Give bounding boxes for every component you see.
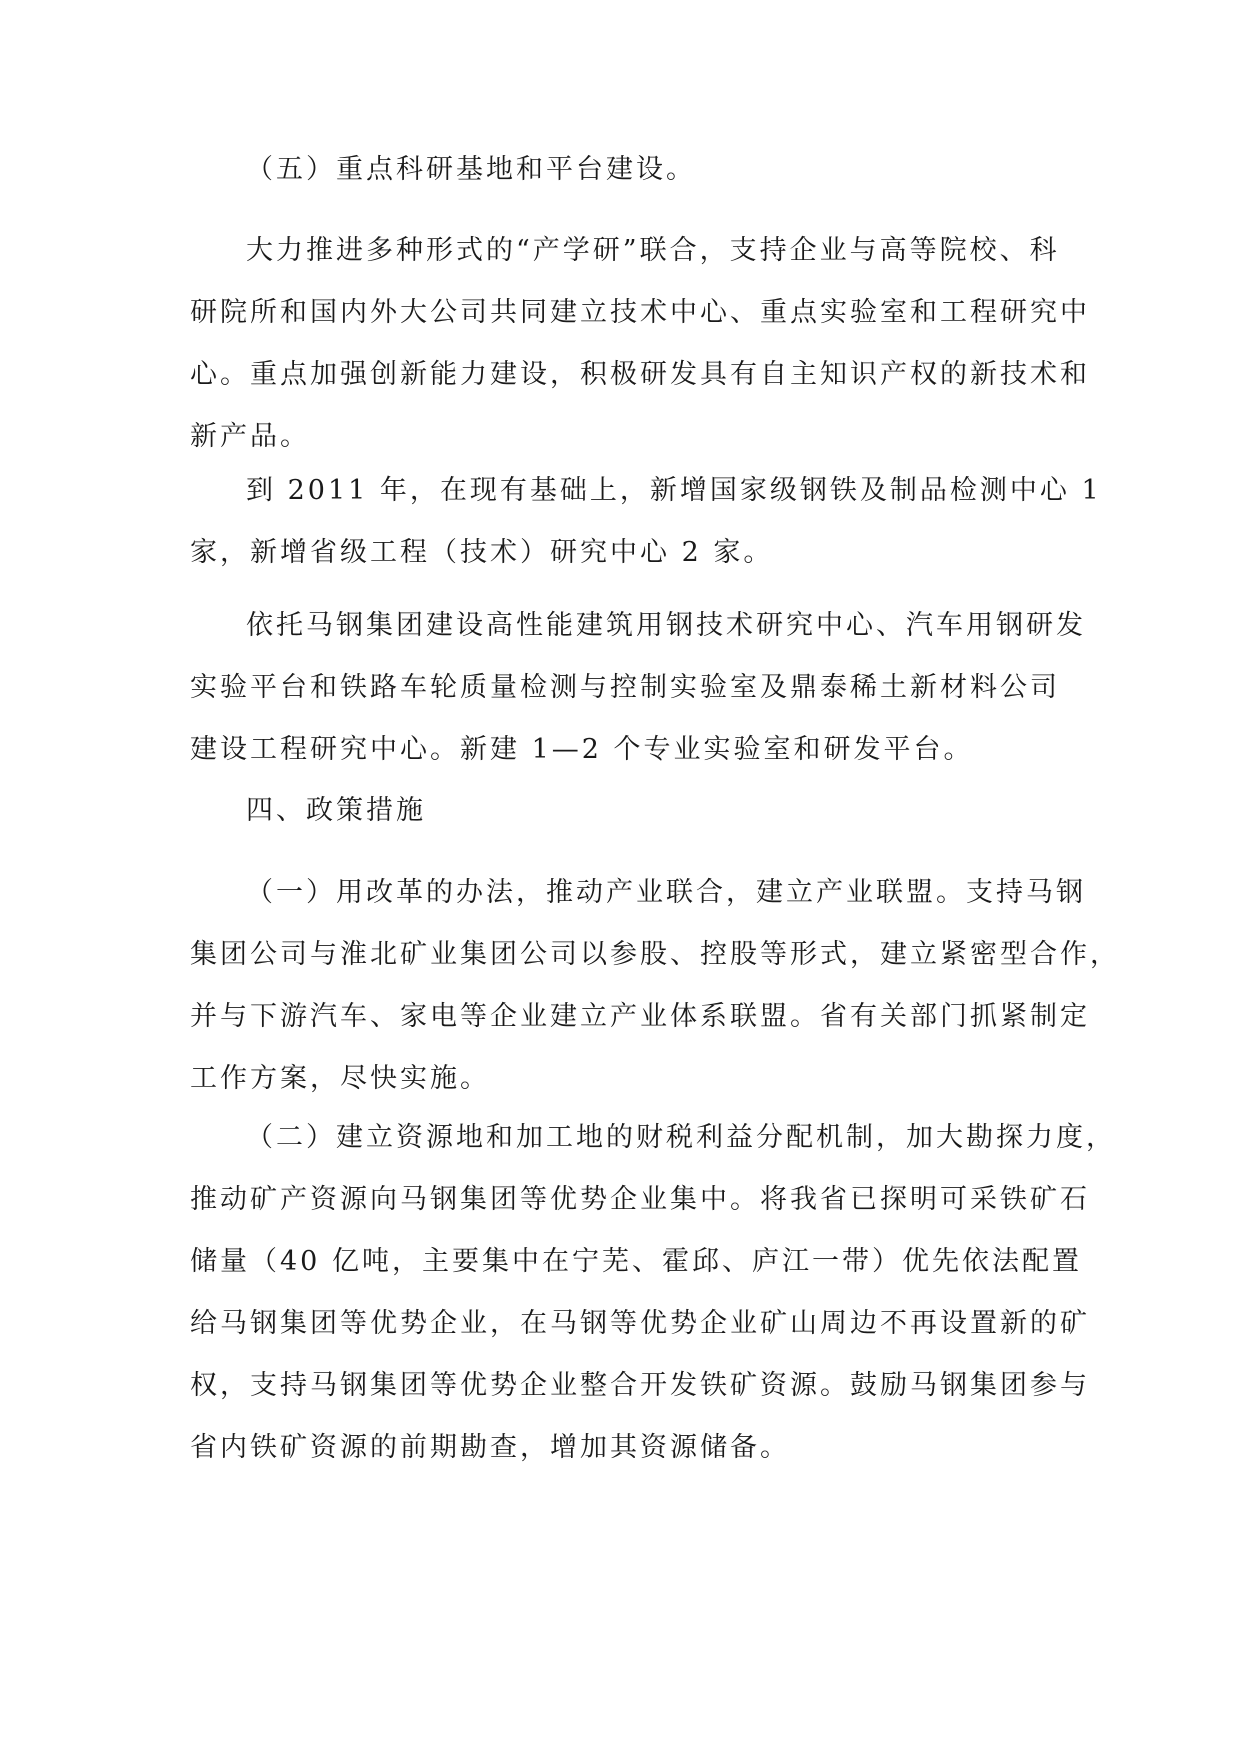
text-line: 研院所和国内外大公司共同建立技术中心、重点实验室和工程研究中	[190, 297, 1090, 328]
text-line: 省内铁矿资源的前期勘查，增加其资源储备。	[190, 1432, 790, 1463]
text-line: 依托马钢集团建设高性能建筑用钢技术研究中心、汽车用钢研发	[246, 610, 1086, 641]
paragraph-resource-allocation	[190, 1107, 1116, 1479]
text-line: （二）建立资源地和加工地的财税利益分配机制，加大勘探力度，	[246, 1122, 1116, 1153]
text-line: 并与下游汽车、家电等企业建立产业体系联盟。省有关部门抓紧制定	[190, 1001, 1090, 1032]
text-line: （一）用改革的办法，推动产业联合，建立产业联盟。支持马钢	[246, 877, 1086, 908]
text-line: 建设工程研究中心。新建 1—2 个专业实验室和研发平台。	[190, 734, 974, 765]
heading-text: （五）重点科研基地和平台建设。	[246, 154, 696, 185]
text-line: 权，支持马钢集团等优势企业整合开发铁矿资源。鼓励马钢集团参与	[190, 1370, 1090, 1401]
heading-key-research-bases	[190, 139, 1056, 201]
section-heading-text: 四、政策措施	[246, 795, 426, 826]
paragraph-masteel-research-centers	[190, 595, 1086, 781]
text-line: 给马钢集团等优势企业，在马钢等优势企业矿山周边不再设置新的矿	[190, 1308, 1090, 1339]
text-line: 家，新增省级工程（技术）研究中心 2 家。	[190, 537, 774, 568]
text-line: 到 2011 年，在现有基础上，新增国家级钢铁及制品检测中心 1	[246, 475, 1102, 506]
paragraph-industry-university-research	[190, 220, 1090, 468]
section-heading-policy-measures	[190, 780, 1056, 842]
paragraph-industry-alliance	[190, 862, 1120, 1110]
paragraph-2011-targets	[190, 460, 1102, 584]
text-line: 心。重点加强创新能力建设，积极研发具有自主知识产权的新技术和	[190, 359, 1090, 390]
text-line: 大力推进多种形式的“产学研”联合，支持企业与高等院校、科	[246, 235, 1060, 266]
text-line: 储量（40 亿吨，主要集中在宁芜、霍邱、庐江一带）优先依法配置	[190, 1246, 1082, 1277]
text-line: 新产品。	[190, 421, 310, 452]
text-line: 实验平台和铁路车轮质量检测与控制实验室及鼎泰稀土新材料公司	[190, 672, 1060, 703]
text-line: 集团公司与淮北矿业集团公司以参股、控股等形式，建立紧密型合作，	[190, 939, 1120, 970]
text-line: 工作方案，尽快实施。	[190, 1063, 490, 1094]
text-line: 推动矿产资源向马钢集团等优势企业集中。将我省已探明可采铁矿石	[190, 1184, 1090, 1215]
